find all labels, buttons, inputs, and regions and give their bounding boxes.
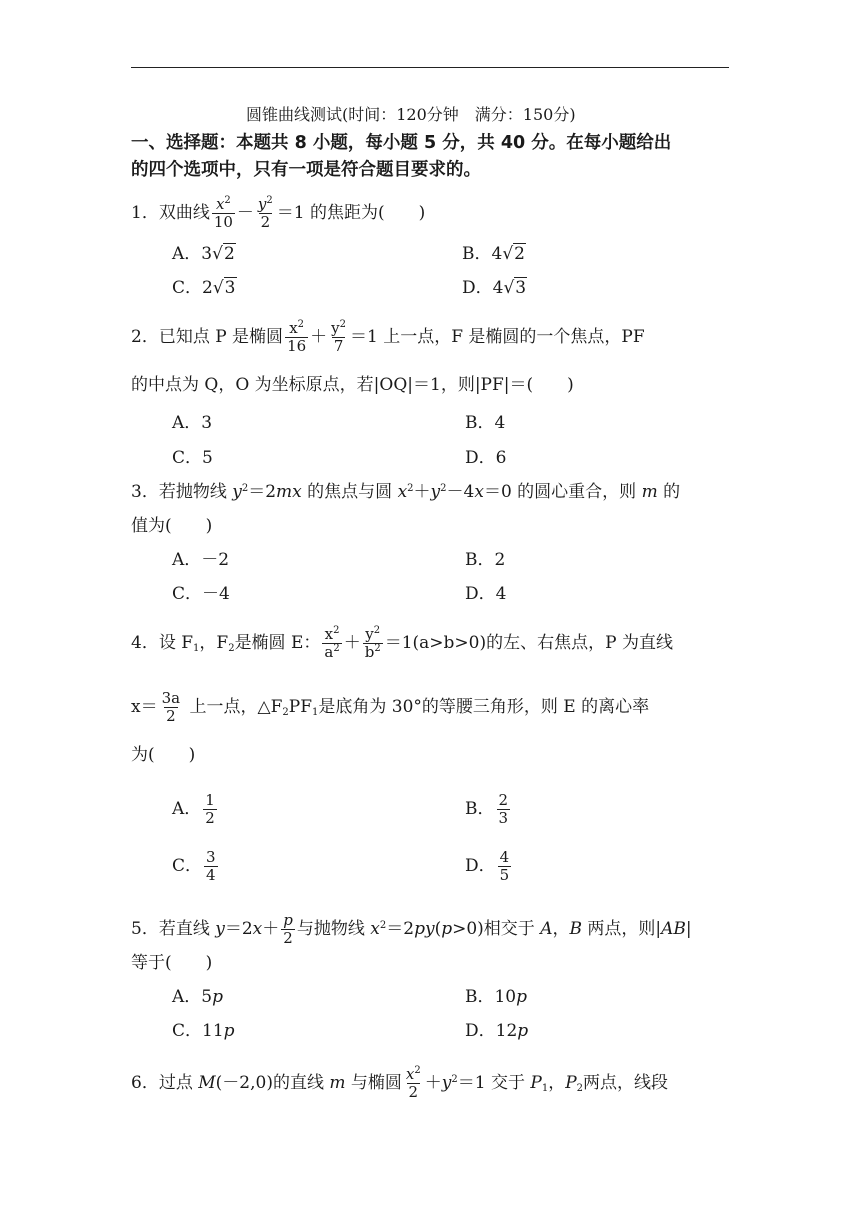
fraction: $\frac{x^2}{2}$ — [405, 1065, 421, 1101]
section-heading-line1: 一、选择题：本题共 8 小题，每小题 5 分，共 40 分。在每小题给出 — [131, 133, 672, 153]
q2-option-b[interactable]: B．4 — [465, 413, 506, 433]
header-rule — [131, 67, 729, 68]
question-3: 3．若抛物线 $y^2=2mx$ 的焦点与圆 $x^2+y^2-4x=0$ 的圆心重合，则 m 的 — [131, 482, 681, 502]
question-6: 6．过点 M(－2,0)的直线 m 与椭圆 $\frac{x^2}{2}$ $+y^2=1$ 交于 $P_1$，$P_2$两点，线段 — [131, 1065, 669, 1101]
fraction: $\frac{3a}{2}$ — [161, 689, 181, 725]
question-4-line2: x＝ $\frac{3a}{2}$ 上一点，$\triangle F_2PF_1$是底角为 30°的等腰三角形，则 E 的离心率 — [131, 689, 650, 725]
q2-option-c[interactable]: C．5 — [172, 448, 213, 468]
q3-option-a[interactable]: A．－2 — [172, 550, 230, 570]
fraction: $\frac{x^2}{a^2}$ — [324, 625, 340, 661]
q4-option-d[interactable]: D． $\frac{4}{5}$ — [465, 848, 510, 884]
q1-option-c[interactable]: C．2√3 — [172, 278, 236, 298]
q1-option-b[interactable]: B．4√2 — [462, 244, 525, 264]
q2-option-a[interactable]: A．3 — [172, 413, 213, 433]
question-2-line2: 的中点为 Q，O 为坐标原点，若|OQ|＝1，则|PF|＝( ) — [131, 375, 574, 395]
question-4-line3: 为( ) — [131, 745, 196, 765]
page-title: 圆锥曲线测试(时间：120分钟 满分：150分) — [246, 105, 576, 124]
question-3-line2: 值为( ) — [131, 516, 213, 536]
q3-option-c[interactable]: C．－4 — [172, 584, 230, 604]
fraction: $\frac{x^2}{16}$ — [287, 319, 307, 355]
q1-option-d[interactable]: D．4√3 — [462, 278, 527, 298]
q1-option-a[interactable]: A．3√2 — [172, 244, 235, 264]
q4-option-a[interactable]: A． $\frac{1}{2}$ — [172, 791, 215, 827]
q4-option-c[interactable]: C． $\frac{3}{4}$ — [172, 848, 216, 884]
fraction: $\frac{y^2}{b^2}$ — [364, 625, 381, 661]
question-5: 5．若直线 y＝2x＋ $\frac{p}{2}$ 与抛物线 $x^2=2py(p>0)$相交于 A，B 两点，则|AB| — [131, 911, 692, 947]
q5-option-c[interactable]: C．11p — [172, 1021, 235, 1041]
question-4: 4．设 $F_1$，$F_2$是椭圆 E： $\frac{x^2}{a^2}$ ＋ $\frac{y^2}{b^2}$ ＝1(a>b>0)的左、右焦点，P 为直线 — [131, 625, 673, 661]
q5-option-a[interactable]: A．5p — [172, 987, 223, 1007]
q3-option-d[interactable]: D．4 — [465, 584, 507, 604]
fraction: $\frac{p}{2}$ — [283, 911, 293, 947]
fraction: $\frac{y^2}{2}$ — [257, 195, 273, 231]
q5-option-b[interactable]: B．10p — [465, 987, 528, 1007]
question-2: 2．已知点 P 是椭圆 $\frac{x^2}{16}$ ＋ $\frac{y^2}{7}$ ＝1 上一点，F 是椭圆的一个焦点，PF — [131, 319, 645, 355]
q5-option-d[interactable]: D．12p — [465, 1021, 529, 1041]
section-heading-line2: 的四个选项中，只有一项是符合题目要求的。 — [131, 160, 481, 180]
fraction: $\frac{y^2}{7}$ — [331, 319, 347, 355]
fraction: $\frac{x^2}{10}$ — [213, 195, 233, 231]
q4-option-b[interactable]: B． $\frac{2}{3}$ — [465, 791, 509, 827]
question-1: 1．双曲线 $\frac{x^2}{10}$ － $\frac{y^2}{2}$ ＝1 的焦距为( ) — [131, 195, 426, 231]
q2-option-d[interactable]: D．6 — [465, 448, 507, 468]
question-5-line2: 等于( ) — [131, 953, 213, 973]
q3-option-b[interactable]: B．2 — [465, 550, 506, 570]
